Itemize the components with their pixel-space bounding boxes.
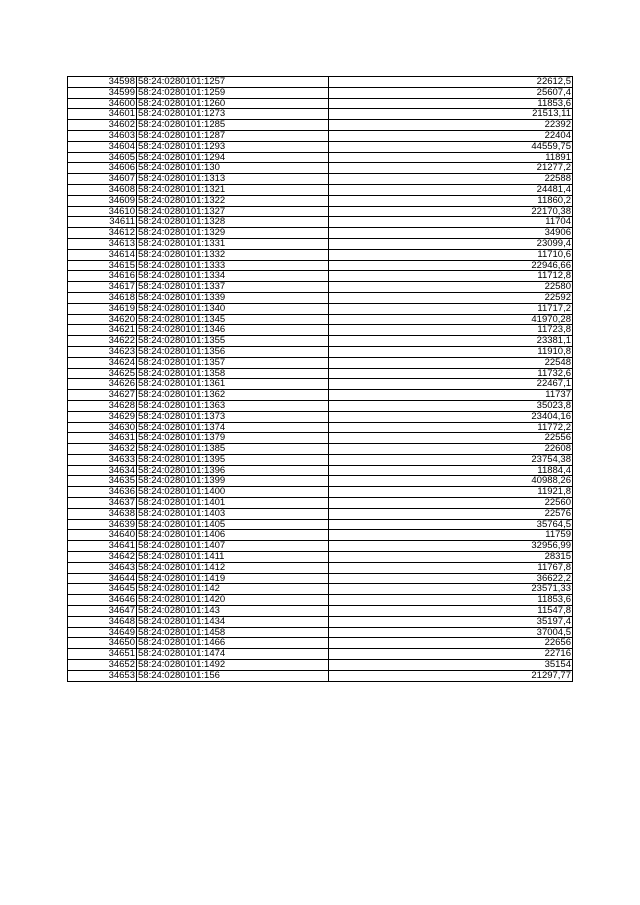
value-cell: 11910,8: [329, 346, 573, 357]
row-number-cell: 34601: [68, 109, 137, 120]
cadastral-number-cell: 58:24:0280101:1257: [137, 77, 329, 88]
value-cell: 11860,2: [329, 195, 573, 206]
row-number-cell: 34605: [68, 152, 137, 163]
value-cell: 44559,75: [329, 141, 573, 152]
table-row: [68, 562, 573, 573]
table-row: [68, 465, 573, 476]
row-number-cell: 34628: [68, 400, 137, 411]
value-cell: 23404,16: [329, 411, 573, 422]
cadastral-number-cell: 58:24:0280101:1287: [137, 130, 329, 141]
row-number-cell: 34644: [68, 573, 137, 584]
table-row: [68, 508, 573, 519]
table-row: [68, 649, 573, 660]
cadastral-number-cell: 58:24:0280101:1339: [137, 292, 329, 303]
table-row: [68, 357, 573, 368]
table-row: [68, 336, 573, 347]
cadastral-number-cell: 58:24:0280101:1403: [137, 508, 329, 519]
value-cell: 22576: [329, 508, 573, 519]
cadastral-number-cell: 58:24:0280101:1399: [137, 476, 329, 487]
value-cell: 11717,2: [329, 303, 573, 314]
row-number-cell: 34651: [68, 649, 137, 660]
value-cell: 37004,5: [329, 627, 573, 638]
row-number-cell: 34600: [68, 98, 137, 109]
row-number-cell: 34608: [68, 184, 137, 195]
value-cell: 11732,6: [329, 368, 573, 379]
table-row: [68, 152, 573, 163]
row-number-cell: 34629: [68, 411, 137, 422]
table-row: [68, 303, 573, 314]
table-row: [68, 411, 573, 422]
row-number-cell: 34617: [68, 282, 137, 293]
cadastral-number-cell: 58:24:0280101:1333: [137, 260, 329, 271]
value-cell: 32956,99: [329, 541, 573, 552]
table-row: [68, 77, 573, 88]
row-number-cell: 34631: [68, 433, 137, 444]
row-number-cell: 34618: [68, 292, 137, 303]
row-number-cell: 34650: [68, 638, 137, 649]
row-number-cell: 34640: [68, 530, 137, 541]
value-cell: 41970,28: [329, 314, 573, 325]
table-row: [68, 325, 573, 336]
value-cell: 35154: [329, 660, 573, 671]
cadastral-number-cell: 58:24:0280101:1434: [137, 616, 329, 627]
cadastral-number-cell: 58:24:0280101:1358: [137, 368, 329, 379]
cadastral-number-cell: 58:24:0280101:1361: [137, 379, 329, 390]
value-cell: 24481,4: [329, 184, 573, 195]
value-cell: 11884,4: [329, 465, 573, 476]
row-number-cell: 34641: [68, 541, 137, 552]
cadastral-number-cell: 58:24:0280101:1345: [137, 314, 329, 325]
value-cell: 11704: [329, 217, 573, 228]
cadastral-number-cell: 58:24:0280101:130: [137, 163, 329, 174]
table-row: [68, 271, 573, 282]
row-number-cell: 34619: [68, 303, 137, 314]
cadastral-number-cell: 58:24:0280101:1259: [137, 87, 329, 98]
value-cell: 40988,26: [329, 476, 573, 487]
cadastral-number-cell: 58:24:0280101:1396: [137, 465, 329, 476]
cadastral-number-cell: 58:24:0280101:1337: [137, 282, 329, 293]
cadastral-number-cell: 58:24:0280101:1406: [137, 530, 329, 541]
row-number-cell: 34645: [68, 584, 137, 595]
value-cell: 23571,33: [329, 584, 573, 595]
cadastral-number-cell: 58:24:0280101:1346: [137, 325, 329, 336]
row-number-cell: 34632: [68, 444, 137, 455]
cadastral-number-cell: 58:24:0280101:1420: [137, 595, 329, 606]
cadastral-number-cell: 58:24:0280101:1400: [137, 487, 329, 498]
cadastral-number-cell: 58:24:0280101:1357: [137, 357, 329, 368]
value-cell: 22560: [329, 498, 573, 509]
row-number-cell: 34620: [68, 314, 137, 325]
value-cell: 11853,6: [329, 98, 573, 109]
cadastral-number-cell: 58:24:0280101:1458: [137, 627, 329, 638]
table-row: [68, 98, 573, 109]
row-number-cell: 34604: [68, 141, 137, 152]
table-row: [68, 346, 573, 357]
table-row: [68, 292, 573, 303]
table-row: [68, 174, 573, 185]
table-row: [68, 390, 573, 401]
row-number-cell: 34599: [68, 87, 137, 98]
cadastral-number-cell: 58:24:0280101:1313: [137, 174, 329, 185]
table-row: [68, 120, 573, 131]
value-cell: 11737: [329, 390, 573, 401]
row-number-cell: 34621: [68, 325, 137, 336]
value-cell: 22548: [329, 357, 573, 368]
table-row: [68, 476, 573, 487]
table-row: [68, 519, 573, 530]
value-cell: 22580: [329, 282, 573, 293]
table-row: [68, 606, 573, 617]
cadastral-number-cell: 58:24:0280101:1395: [137, 454, 329, 465]
value-cell: 35197,4: [329, 616, 573, 627]
cadastral-number-cell: 58:24:0280101:156: [137, 670, 329, 681]
cadastral-number-cell: 58:24:0280101:1411: [137, 552, 329, 563]
row-number-cell: 34614: [68, 249, 137, 260]
table-row: [68, 530, 573, 541]
value-cell: 22716: [329, 649, 573, 660]
value-cell: 11759: [329, 530, 573, 541]
table-row: [68, 498, 573, 509]
row-number-cell: 34603: [68, 130, 137, 141]
table-row: [68, 206, 573, 217]
value-cell: 11772,2: [329, 422, 573, 433]
value-cell: 21277,2: [329, 163, 573, 174]
row-number-cell: 34602: [68, 120, 137, 131]
value-cell: 21513,11: [329, 109, 573, 120]
value-cell: 11921,8: [329, 487, 573, 498]
table-row: [68, 228, 573, 239]
value-cell: 23381,1: [329, 336, 573, 347]
row-number-cell: 34635: [68, 476, 137, 487]
row-number-cell: 34612: [68, 228, 137, 239]
table-row: [68, 487, 573, 498]
cadastral-number-cell: 58:24:0280101:1322: [137, 195, 329, 206]
row-number-cell: 34626: [68, 379, 137, 390]
table-row: [68, 595, 573, 606]
row-number-cell: 34638: [68, 508, 137, 519]
row-number-cell: 34637: [68, 498, 137, 509]
table-row: [68, 616, 573, 627]
cadastral-number-cell: 58:24:0280101:1405: [137, 519, 329, 530]
table-row: [68, 552, 573, 563]
value-cell: 22946,66: [329, 260, 573, 271]
value-cell: 35764,5: [329, 519, 573, 530]
table-row: [68, 130, 573, 141]
cadastral-number-cell: 58:24:0280101:1374: [137, 422, 329, 433]
cadastral-number-cell: 58:24:0280101:1260: [137, 98, 329, 109]
table-row: [68, 660, 573, 671]
cadastral-number-cell: 58:24:0280101:142: [137, 584, 329, 595]
value-cell: 22588: [329, 174, 573, 185]
value-cell: 35023,8: [329, 400, 573, 411]
value-cell: 23754,38: [329, 454, 573, 465]
value-cell: 11547,8: [329, 606, 573, 617]
cadastral-number-cell: 58:24:0280101:1379: [137, 433, 329, 444]
table-row: [68, 260, 573, 271]
data-table: [67, 76, 573, 682]
cadastral-number-cell: 58:24:0280101:1329: [137, 228, 329, 239]
value-cell: 21297,77: [329, 670, 573, 681]
row-number-cell: 34625: [68, 368, 137, 379]
row-number-cell: 34633: [68, 454, 137, 465]
table-row: [68, 584, 573, 595]
row-number-cell: 34623: [68, 346, 137, 357]
row-number-cell: 34622: [68, 336, 137, 347]
table-row: [68, 627, 573, 638]
row-number-cell: 34607: [68, 174, 137, 185]
value-cell: 11723,8: [329, 325, 573, 336]
cadastral-number-cell: 58:24:0280101:1273: [137, 109, 329, 120]
table-row: [68, 217, 573, 228]
table-row: [68, 184, 573, 195]
table-row: [68, 454, 573, 465]
row-number-cell: 34610: [68, 206, 137, 217]
row-number-cell: 34609: [68, 195, 137, 206]
value-cell: 22170,38: [329, 206, 573, 217]
table-body: [68, 77, 573, 682]
cadastral-number-cell: 58:24:0280101:1331: [137, 238, 329, 249]
row-number-cell: 34652: [68, 660, 137, 671]
value-cell: 36622,2: [329, 573, 573, 584]
table-row: [68, 444, 573, 455]
table-row: [68, 109, 573, 120]
value-cell: 25607,4: [329, 87, 573, 98]
cadastral-number-cell: 58:24:0280101:1474: [137, 649, 329, 660]
value-cell: 22608: [329, 444, 573, 455]
cadastral-number-cell: 58:24:0280101:1285: [137, 120, 329, 131]
row-number-cell: 34642: [68, 552, 137, 563]
cadastral-number-cell: 58:24:0280101:1328: [137, 217, 329, 228]
cadastral-number-cell: 58:24:0280101:1332: [137, 249, 329, 260]
row-number-cell: 34646: [68, 595, 137, 606]
table-row: [68, 379, 573, 390]
cadastral-number-cell: 58:24:0280101:1340: [137, 303, 329, 314]
cadastral-number-cell: 58:24:0280101:1293: [137, 141, 329, 152]
value-cell: 34906: [329, 228, 573, 239]
cadastral-number-cell: 58:24:0280101:1363: [137, 400, 329, 411]
value-cell: 11767,8: [329, 562, 573, 573]
table-row: [68, 163, 573, 174]
table-row: [68, 314, 573, 325]
value-cell: 22556: [329, 433, 573, 444]
cadastral-number-cell: 58:24:0280101:1373: [137, 411, 329, 422]
cadastral-number-cell: 58:24:0280101:1362: [137, 390, 329, 401]
row-number-cell: 34653: [68, 670, 137, 681]
row-number-cell: 34630: [68, 422, 137, 433]
table-row: [68, 87, 573, 98]
table-row: [68, 141, 573, 152]
row-number-cell: 34643: [68, 562, 137, 573]
row-number-cell: 34634: [68, 465, 137, 476]
table-row: [68, 422, 573, 433]
cadastral-number-cell: 58:24:0280101:1419: [137, 573, 329, 584]
cadastral-number-cell: 58:24:0280101:1294: [137, 152, 329, 163]
row-number-cell: 34639: [68, 519, 137, 530]
cadastral-number-cell: 58:24:0280101:1492: [137, 660, 329, 671]
cadastral-number-cell: 58:24:0280101:1355: [137, 336, 329, 347]
cadastral-number-cell: 58:24:0280101:143: [137, 606, 329, 617]
row-number-cell: 34648: [68, 616, 137, 627]
table-row: [68, 238, 573, 249]
value-cell: 22467,1: [329, 379, 573, 390]
cadastral-number-cell: 58:24:0280101:1412: [137, 562, 329, 573]
table-row: [68, 368, 573, 379]
table-row: [68, 573, 573, 584]
value-cell: 22592: [329, 292, 573, 303]
cadastral-number-cell: 58:24:0280101:1466: [137, 638, 329, 649]
value-cell: 28315: [329, 552, 573, 563]
row-number-cell: 34624: [68, 357, 137, 368]
cadastral-number-cell: 58:24:0280101:1356: [137, 346, 329, 357]
value-cell: 22404: [329, 130, 573, 141]
cadastral-number-cell: 58:24:0280101:1401: [137, 498, 329, 509]
value-cell: 11853,6: [329, 595, 573, 606]
row-number-cell: 34636: [68, 487, 137, 498]
value-cell: 22656: [329, 638, 573, 649]
value-cell: 22612,5: [329, 77, 573, 88]
table-row: [68, 195, 573, 206]
cadastral-number-cell: 58:24:0280101:1407: [137, 541, 329, 552]
row-number-cell: 34627: [68, 390, 137, 401]
table-row: [68, 282, 573, 293]
value-cell: 11710,6: [329, 249, 573, 260]
value-cell: 11891: [329, 152, 573, 163]
value-cell: 22392: [329, 120, 573, 131]
cadastral-number-cell: 58:24:0280101:1385: [137, 444, 329, 455]
row-number-cell: 34606: [68, 163, 137, 174]
row-number-cell: 34615: [68, 260, 137, 271]
row-number-cell: 34649: [68, 627, 137, 638]
table-row: [68, 541, 573, 552]
cadastral-number-cell: 58:24:0280101:1321: [137, 184, 329, 195]
row-number-cell: 34613: [68, 238, 137, 249]
row-number-cell: 34647: [68, 606, 137, 617]
table-row: [68, 400, 573, 411]
row-number-cell: 34598: [68, 77, 137, 88]
value-cell: 23099,4: [329, 238, 573, 249]
row-number-cell: 34611: [68, 217, 137, 228]
cadastral-number-cell: 58:24:0280101:1334: [137, 271, 329, 282]
cadastral-number-cell: 58:24:0280101:1327: [137, 206, 329, 217]
value-cell: 11712,8: [329, 271, 573, 282]
table-row: [68, 249, 573, 260]
table-row: [68, 638, 573, 649]
row-number-cell: 34616: [68, 271, 137, 282]
table-row: [68, 670, 573, 681]
table-row: [68, 433, 573, 444]
